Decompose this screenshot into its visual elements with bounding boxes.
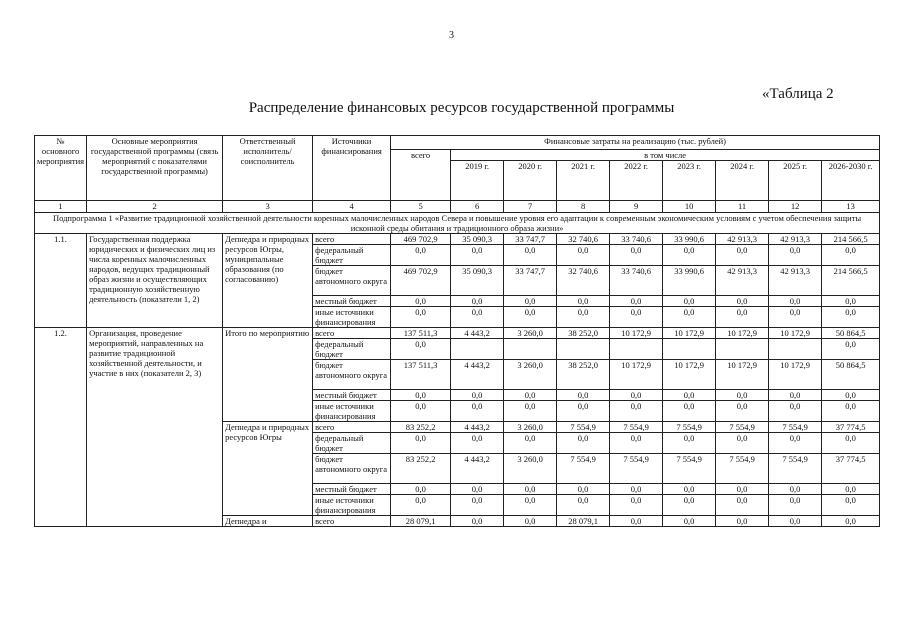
amount-cell: 33 740,6: [610, 266, 663, 296]
amount-cell: 7 554,9: [716, 454, 769, 484]
amount-cell: 214 566,5: [822, 266, 880, 296]
amount-cell: 28 079,1: [391, 516, 451, 527]
column-number: 5: [391, 201, 451, 213]
measure-number: 1.2.: [35, 328, 87, 527]
header-year: 2024 г.: [716, 161, 769, 201]
amount-cell: 38 252,0: [557, 360, 610, 390]
responsible-cell: Депнедра и природных ресурсов Югры, муниципальные образования (по согласованию): [223, 234, 313, 328]
source-cell: иные источники финансирования: [313, 401, 391, 422]
amount-cell: 137 511,3: [391, 328, 451, 339]
column-number: 12: [769, 201, 822, 213]
responsible-cell: Депнедра и: [223, 516, 313, 527]
source-cell: бюджет автономного округа: [313, 360, 391, 390]
amount-cell: 0,0: [663, 390, 716, 401]
amount-cell: 0,0: [822, 245, 880, 266]
amount-cell: 0,0: [391, 307, 451, 328]
amount-cell: 10 172,9: [610, 360, 663, 390]
amount-cell: 33 747,7: [504, 266, 557, 296]
amount-cell: 0,0: [769, 433, 822, 454]
amount-cell: 0,0: [663, 484, 716, 495]
amount-cell: 0,0: [391, 433, 451, 454]
amount-cell: 3 260,0: [504, 454, 557, 484]
amount-cell: 0,0: [610, 307, 663, 328]
amount-cell: 0,0: [504, 484, 557, 495]
amount-cell: 0,0: [504, 516, 557, 527]
amount-cell: 0,0: [451, 495, 504, 516]
source-cell: всего: [313, 234, 391, 245]
amount-cell: 0,0: [716, 245, 769, 266]
amount-cell: 83 252,2: [391, 454, 451, 484]
amount-cell: 50 864,5: [822, 360, 880, 390]
column-number: 13: [822, 201, 880, 213]
amount-cell: 0,0: [769, 495, 822, 516]
source-cell: бюджет автономного округа: [313, 454, 391, 484]
amount-cell: 32 740,6: [557, 266, 610, 296]
amount-cell: 214 566,5: [822, 234, 880, 245]
source-cell: местный бюджет: [313, 484, 391, 495]
amount-cell: 83 252,2: [391, 422, 451, 433]
amount-cell: 0,0: [391, 390, 451, 401]
source-cell: местный бюджет: [313, 296, 391, 307]
amount-cell: 28 079,1: [557, 516, 610, 527]
amount-cell: 7 554,9: [716, 422, 769, 433]
amount-cell: 0,0: [716, 484, 769, 495]
amount-cell: 10 172,9: [769, 328, 822, 339]
source-cell: федеральный бюджет: [313, 433, 391, 454]
amount-cell: 50 864,5: [822, 328, 880, 339]
amount-cell: 0,0: [822, 401, 880, 422]
amount-cell: 0,0: [769, 296, 822, 307]
table-row: [35, 234, 880, 245]
amount-cell: 0,0: [557, 401, 610, 422]
source-cell: местный бюджет: [313, 390, 391, 401]
amount-cell: 7 554,9: [557, 454, 610, 484]
amount-cell: 0,0: [391, 495, 451, 516]
amount-cell: 0,0: [769, 401, 822, 422]
amount-cell: 0,0: [557, 433, 610, 454]
amount-cell: 38 252,0: [557, 328, 610, 339]
amount-cell: 0,0: [451, 484, 504, 495]
amount-cell: 35 090,3: [451, 234, 504, 245]
amount-cell: 10 172,9: [716, 360, 769, 390]
amount-cell: 0,0: [610, 516, 663, 527]
amount-cell: 33 990,6: [663, 234, 716, 245]
amount-cell: [504, 339, 557, 360]
amount-cell: 7 554,9: [663, 422, 716, 433]
table-reference: «Таблица 2: [762, 86, 834, 102]
amount-cell: 0,0: [716, 307, 769, 328]
amount-cell: 0,0: [451, 296, 504, 307]
measure-name: Организация, проведение мероприятий, направленных на развитие традиционной хозяйственной деятельности, и участие в них (показатели 2, 3): [87, 328, 223, 527]
amount-cell: 0,0: [557, 296, 610, 307]
amount-cell: 0,0: [610, 484, 663, 495]
amount-cell: 0,0: [451, 307, 504, 328]
amount-cell: 0,0: [610, 390, 663, 401]
amount-cell: 33 747,7: [504, 234, 557, 245]
amount-cell: 10 172,9: [769, 360, 822, 390]
header-responsible: Ответственный исполнитель/соисполнитель: [223, 136, 313, 201]
amount-cell: 0,0: [504, 433, 557, 454]
amount-cell: 0,0: [557, 245, 610, 266]
amount-cell: 3 260,0: [504, 328, 557, 339]
amount-cell: 0,0: [822, 484, 880, 495]
header-year: 2025 г.: [769, 161, 822, 201]
amount-cell: 3 260,0: [504, 360, 557, 390]
column-number: 9: [610, 201, 663, 213]
source-cell: федеральный бюджет: [313, 339, 391, 360]
amount-cell: 33 740,6: [610, 234, 663, 245]
header-financing: Финансовые затраты на реализацию (тыс. рублей): [391, 136, 880, 150]
amount-cell: 0,0: [769, 390, 822, 401]
amount-cell: 7 554,9: [610, 454, 663, 484]
subprogram-title: Подпрограмма 1 «Развитие традиционной хозяйственной деятельности коренных малочисленных народов Севера и повышение уровня его адаптации к современным экономическим условиям с учетом обеспечения защиты исконной среды обитания и традиционного образа жизни»: [35, 213, 880, 234]
amount-cell: 0,0: [663, 495, 716, 516]
header-total: всего: [391, 150, 451, 201]
source-cell: иные источники финансирования: [313, 495, 391, 516]
amount-cell: 0,0: [663, 245, 716, 266]
amount-cell: 0,0: [822, 433, 880, 454]
header-including: в том числе: [451, 150, 880, 161]
amount-cell: 0,0: [557, 307, 610, 328]
measure-number: 1.1.: [35, 234, 87, 328]
amount-cell: 42 913,3: [716, 266, 769, 296]
amount-cell: 0,0: [391, 401, 451, 422]
amount-cell: 0,0: [610, 495, 663, 516]
amount-cell: 7 554,9: [663, 454, 716, 484]
amount-cell: 0,0: [557, 484, 610, 495]
amount-cell: 7 554,9: [610, 422, 663, 433]
column-number: 6: [451, 201, 504, 213]
column-number: 8: [557, 201, 610, 213]
amount-cell: 0,0: [769, 245, 822, 266]
amount-cell: 0,0: [451, 390, 504, 401]
amount-cell: 0,0: [504, 296, 557, 307]
amount-cell: 0,0: [716, 401, 769, 422]
amount-cell: 0,0: [822, 296, 880, 307]
amount-cell: 0,0: [504, 495, 557, 516]
amount-cell: 0,0: [504, 245, 557, 266]
amount-cell: 0,0: [391, 339, 451, 360]
amount-cell: 0,0: [557, 495, 610, 516]
amount-cell: 4 443,2: [451, 328, 504, 339]
amount-cell: 0,0: [663, 433, 716, 454]
table-row: [35, 328, 880, 339]
amount-cell: 10 172,9: [663, 360, 716, 390]
amount-cell: [716, 339, 769, 360]
amount-cell: 0,0: [663, 516, 716, 527]
amount-cell: 0,0: [822, 495, 880, 516]
amount-cell: 32 740,6: [557, 234, 610, 245]
amount-cell: [557, 339, 610, 360]
amount-cell: 0,0: [391, 245, 451, 266]
amount-cell: 42 913,3: [716, 234, 769, 245]
amount-cell: 0,0: [822, 390, 880, 401]
amount-cell: 0,0: [769, 516, 822, 527]
header-year: 2026-2030 г.: [822, 161, 880, 201]
page-number: 3: [449, 30, 454, 41]
amount-cell: 137 511,3: [391, 360, 451, 390]
amount-cell: 10 172,9: [663, 328, 716, 339]
header-year: 2019 г.: [451, 161, 504, 201]
amount-cell: 7 554,9: [769, 454, 822, 484]
amount-cell: 0,0: [663, 401, 716, 422]
amount-cell: 0,0: [504, 307, 557, 328]
header-year: 2021 г.: [557, 161, 610, 201]
amount-cell: 7 554,9: [557, 422, 610, 433]
amount-cell: 0,0: [769, 484, 822, 495]
header-year: 2023 г.: [663, 161, 716, 201]
header-year: 2022 г.: [610, 161, 663, 201]
column-number: 1: [35, 201, 87, 213]
amount-cell: [610, 339, 663, 360]
amount-cell: 35 090,3: [451, 266, 504, 296]
amount-cell: 33 990,6: [663, 266, 716, 296]
amount-cell: 0,0: [504, 390, 557, 401]
amount-cell: 469 702,9: [391, 234, 451, 245]
subprogram-row: [35, 213, 880, 234]
column-number: 3: [223, 201, 313, 213]
header-number: № основного мероприятия: [35, 136, 87, 201]
amount-cell: 0,0: [451, 516, 504, 527]
amount-cell: 7 554,9: [769, 422, 822, 433]
source-cell: бюджет автономного округа: [313, 266, 391, 296]
header-measures: Основные мероприятия государственной программы (связь мероприятий с показателями государственной программы): [87, 136, 223, 201]
amount-cell: 4 443,2: [451, 360, 504, 390]
amount-cell: 42 913,3: [769, 266, 822, 296]
amount-cell: 0,0: [557, 390, 610, 401]
amount-cell: 0,0: [610, 296, 663, 307]
amount-cell: [451, 339, 504, 360]
source-cell: всего: [313, 516, 391, 527]
amount-cell: 0,0: [451, 401, 504, 422]
column-numbers-row: [35, 201, 880, 213]
column-number: 2: [87, 201, 223, 213]
amount-cell: 0,0: [716, 390, 769, 401]
responsible-cell: Итого по мероприятию: [223, 328, 313, 422]
source-cell: всего: [313, 422, 391, 433]
amount-cell: 0,0: [663, 307, 716, 328]
amount-cell: 0,0: [391, 296, 451, 307]
table-header: [35, 136, 880, 213]
amount-cell: 4 443,2: [451, 422, 504, 433]
amount-cell: 0,0: [451, 433, 504, 454]
document-title: Распределение финансовых ресурсов государственной программы: [248, 100, 675, 116]
amount-cell: 4 443,2: [451, 454, 504, 484]
column-number: 10: [663, 201, 716, 213]
amount-cell: 0,0: [610, 245, 663, 266]
measure-name: Государственная поддержка юридических и физических лиц из числа коренных малочисленных народов, ведущих традиционный образ жизни и осуществляющих традиционную хозяйственную деятельность (показатели 1, 2): [87, 234, 223, 328]
column-number: 7: [504, 201, 557, 213]
financing-table: [34, 135, 880, 527]
amount-cell: 0,0: [716, 516, 769, 527]
amount-cell: 3 260,0: [504, 422, 557, 433]
header-year: 2020 г.: [504, 161, 557, 201]
amount-cell: 0,0: [822, 339, 880, 360]
source-cell: всего: [313, 328, 391, 339]
header-sources: Источники финансирования: [313, 136, 391, 201]
amount-cell: 0,0: [610, 433, 663, 454]
amount-cell: 0,0: [504, 401, 557, 422]
amount-cell: 0,0: [663, 296, 716, 307]
amount-cell: [663, 339, 716, 360]
amount-cell: 37 774,5: [822, 454, 880, 484]
column-number: 4: [313, 201, 391, 213]
source-cell: федеральный бюджет: [313, 245, 391, 266]
amount-cell: 37 774,5: [822, 422, 880, 433]
responsible-cell: Депнедра и природных ресурсов Югры: [223, 422, 313, 516]
amount-cell: 0,0: [822, 516, 880, 527]
amount-cell: 0,0: [610, 401, 663, 422]
amount-cell: 10 172,9: [716, 328, 769, 339]
amount-cell: 0,0: [391, 484, 451, 495]
amount-cell: 0,0: [716, 296, 769, 307]
amount-cell: 0,0: [716, 433, 769, 454]
amount-cell: 42 913,3: [769, 234, 822, 245]
amount-cell: 0,0: [451, 245, 504, 266]
column-number: 11: [716, 201, 769, 213]
amount-cell: 0,0: [822, 307, 880, 328]
amount-cell: 0,0: [716, 495, 769, 516]
amount-cell: 469 702,9: [391, 266, 451, 296]
amount-cell: 0,0: [769, 307, 822, 328]
amount-cell: 10 172,9: [610, 328, 663, 339]
source-cell: иные источники финансирования: [313, 307, 391, 328]
amount-cell: [769, 339, 822, 360]
